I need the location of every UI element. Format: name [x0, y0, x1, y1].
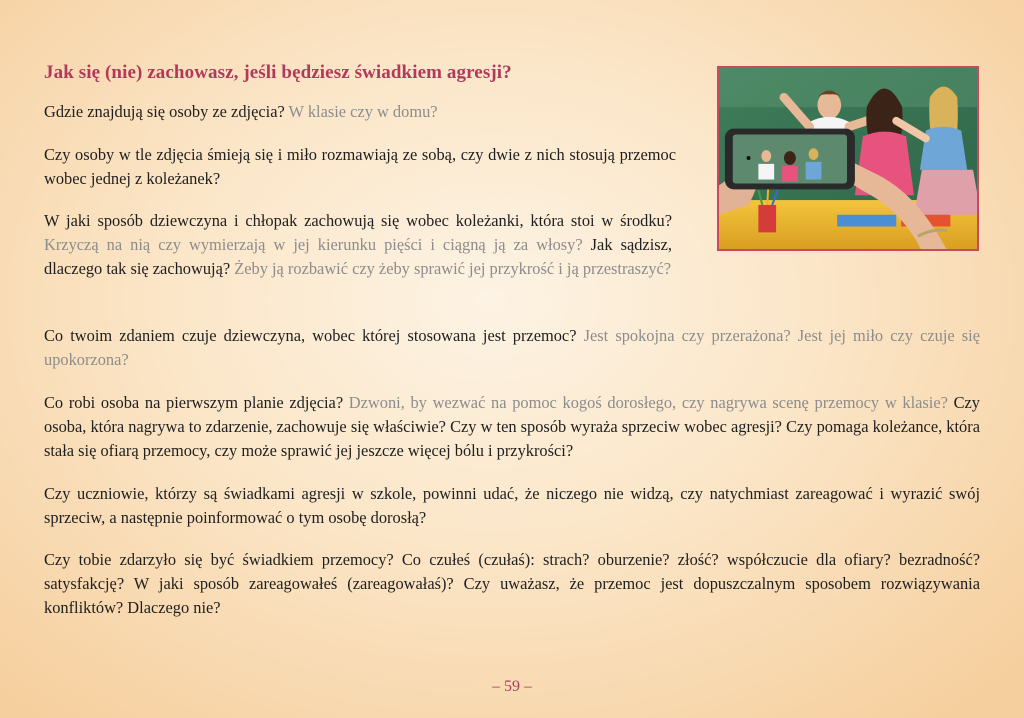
question-text: Czy osoby w tle zdjęcia śmieją się i miło rozmawiają ze sobą, czy dwie z nich stosują przemoc wobec jednej z koleżanek? [44, 145, 676, 188]
suggested-answer: Żeby ją rozbawić czy żeby sprawić jej przykrość i ją przestraszyć? [234, 259, 672, 278]
page-title: Jak się (nie) zachowasz, jeśli będziesz świadkiem agresji? [44, 62, 512, 83]
question-text: Gdzie znajdują się osoby ze zdjęcia? [44, 102, 289, 121]
question-text: Czy osoba, która nagrywa to zdarzenie, zachowuje się właściwie? Czy w ten sposób wyraża sprzeciw wobec agresji? Czy pomaga koleżance, która stała się ofiarą przemocy, czy może sprawić jej jeszcze więcej bólu i przykrości? [44, 393, 980, 460]
paragraph-5 [44, 391, 980, 463]
suggested-answer: W klasie czy w domu? [288, 102, 438, 121]
paragraph-3 [44, 209, 672, 281]
question-text: Czy tobie zdarzyło się być świadkiem przemocy? Co czułeś (czułaś): strach? oburzenie? złość? współczucie dla ofiary? bezradność? satysfakcję? W jaki sposób zareagowałeś (zareagowałaś)? Czy uważasz, że przemoc jest dopuszczalnym sposobem rozwiązywania konfliktów? Dlaczego nie? [44, 550, 980, 617]
paragraph-1 [44, 100, 704, 124]
paragraph-7 [44, 548, 980, 620]
suggested-answer: Krzyczą na nią czy wymierzają w jej kierunku pięści i ciągną ją za włosy? [44, 235, 583, 254]
question-text: W jaki sposób dziewczyna i chłopak zachowują się wobec koleżanki, która stoi w środku? [44, 211, 672, 230]
page-number: – 59 – [492, 678, 532, 695]
question-text: Czy uczniowie, którzy są świadkami agresji w szkole, powinni udać, że niczego nie widzą, czy natychmiast zareagować i wyrazić swój sprzeciw, a następnie poinformować o tym osobę dorosłą? [44, 484, 980, 527]
photo-illustration [719, 68, 977, 249]
question-text: Jak sądzisz, dlaczego tak się zachowują? [44, 235, 672, 278]
suggested-answer: Jest spokojna czy przerażona? Jest jej miło czy czuje się upokorzona? [44, 326, 980, 369]
question-text: Co twoim zdaniem czuje dziewczyna, wobec której stosowana jest przemoc? [44, 326, 584, 345]
question-text: Co robi osoba na pierwszym planie zdjęcia? [44, 393, 349, 412]
photo-classroom-bullying-icon [717, 66, 979, 251]
paragraph-2 [44, 143, 676, 191]
suggested-answer: Dzwoni, by wezwać na pomoc kogoś dorosłego, czy nagrywa scenę przemocy w klasie? [348, 393, 948, 412]
paragraph-4 [44, 324, 980, 372]
paragraph-6 [44, 482, 980, 530]
